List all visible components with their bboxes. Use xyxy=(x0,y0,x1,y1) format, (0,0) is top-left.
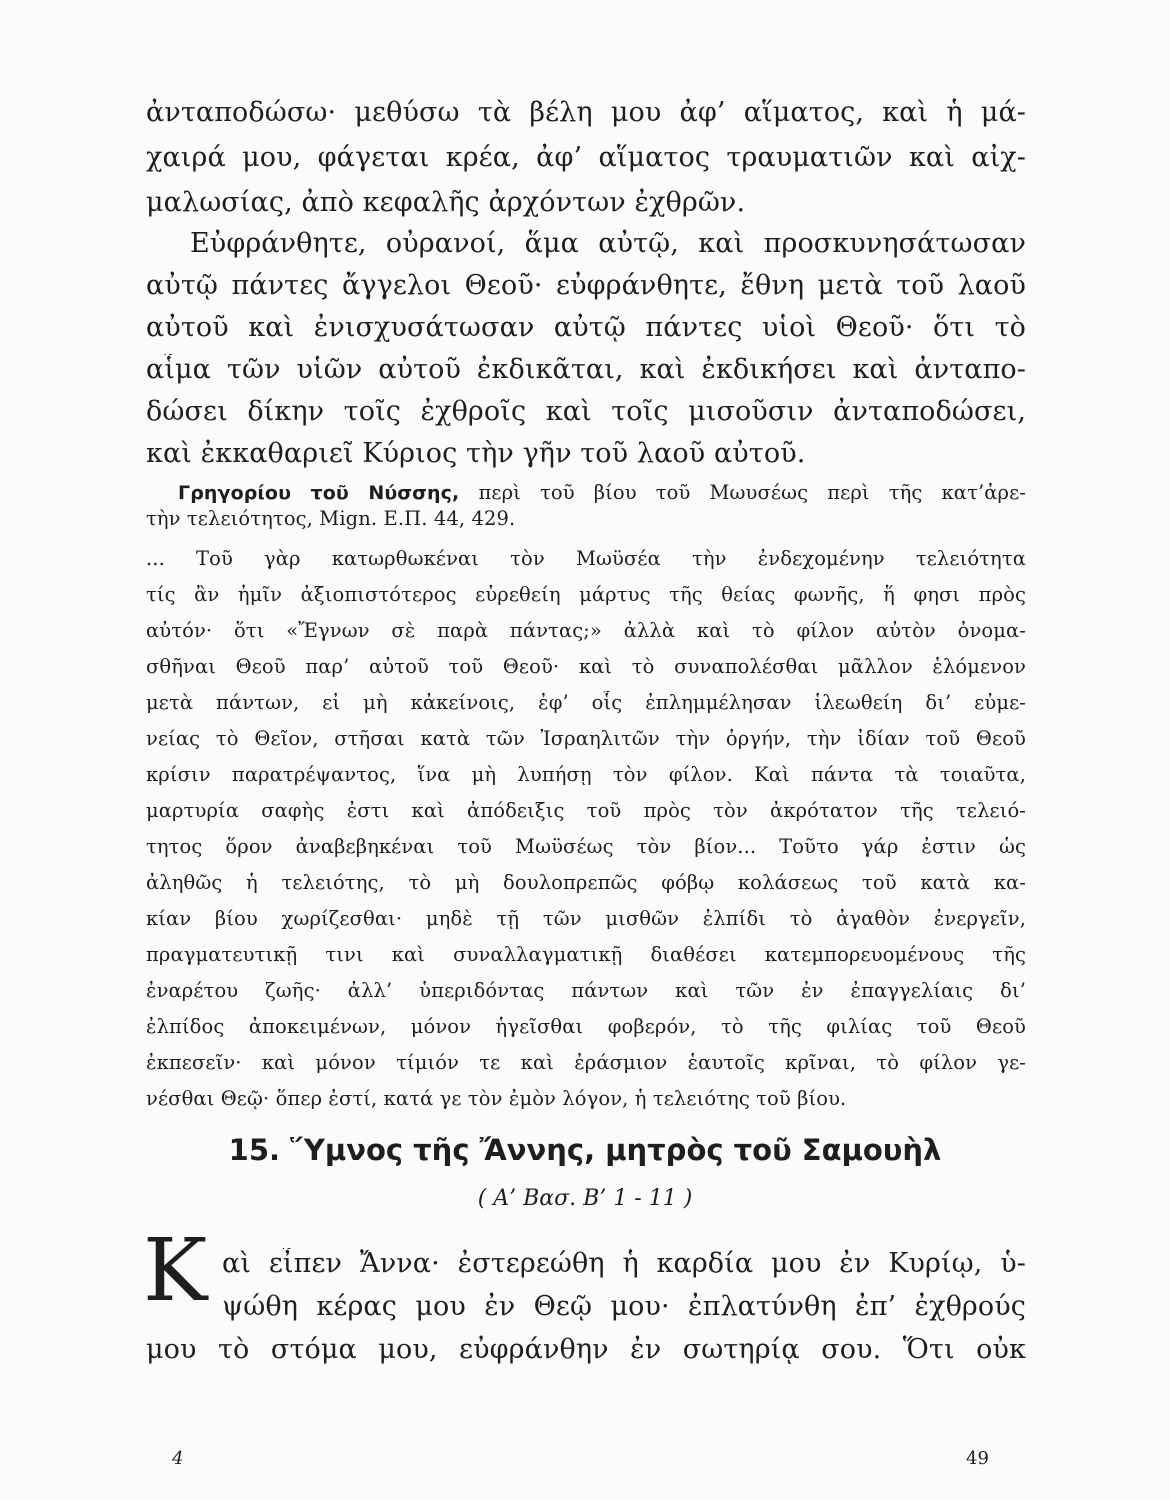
quote-line: μαρτυρία σαφὴς ἐστι καὶ ἀπόδειξις τοῦ πρὸς τὸν ἀκρότατον τῆς τελειό- xyxy=(146,799,1026,822)
drop-cap: Κ xyxy=(143,1221,208,1321)
quote-line: ἐλπίδος ἀποκειμένων, μόνον ἡγεῖσθαι φοβερόν, τὸ τῆς φιλίας τοῦ Θεοῦ xyxy=(146,1015,1026,1038)
text-line: μαλωσίας, ἀπὸ κεφαλῆς ἀρχόντων ἐχθρῶν. xyxy=(146,187,746,218)
quote-line: ἀληθῶς ἡ τελειότης, τὸ μὴ δουλοπρεπῶς φόβῳ κολάσεως τοῦ κατὰ κα- xyxy=(146,871,1026,894)
section-subheading: ( Α’ Βασ. Β’ 1 - 11 ) xyxy=(477,1186,693,1211)
text-line: καὶ ἐκκαθαριεῖ Κύριος τὴν γῆν τοῦ λαοῦ αὐτοῦ. xyxy=(146,438,806,469)
text-line: χαιρά μου, φάγεται κρέα, ἀφ’ αἵματος τραυματιῶν καὶ αἰχ- xyxy=(146,142,1026,173)
quote-line: νείας τὸ Θεῖον, στῆσαι κατὰ τῶν Ἰσραηλιτῶν τὴν ὀργήν, τὴν ἰδίαν τοῦ Θεοῦ xyxy=(146,727,1026,750)
text-line: αὐτοῦ καὶ ἐνισχυσάτωσαν αὐτῷ πάντες υἱοὶ Θεοῦ· ὅτι τὸ xyxy=(146,312,1026,343)
quote-line: σθῆναι Θεοῦ παρ’ αὐτοῦ τοῦ Θεοῦ· καὶ τὸ συναπολέσθαι μᾶλλον ἑλόμενον xyxy=(146,655,1026,678)
quote-line: μετὰ πάντων, εἰ μὴ κἀκείνοις, ἐφ’ οἷς ἐπλημμέλησαν ἱλεωθείη δι’ εὐμε- xyxy=(146,691,1026,714)
quote-line: κίαν βίου χωρίζεσθαι· μηδὲ τῇ τῶν μισθῶν ἐλπίδι τὸ ἀγαθὸν ἐνεργεῖν, xyxy=(146,907,1026,930)
signature-mark: 4 xyxy=(172,1448,184,1469)
quote-line: ... Τοῦ γὰρ κατωρθωκέναι τὸν Μωϋσέα τὴν ἐνδεχομένην τελειότητα xyxy=(146,547,1026,570)
section-heading: 15. Ὕμνος τῆς Ἄννης, μητρὸς τοῦ Σαμουὴλ xyxy=(228,1133,942,1167)
hymn-line: αὶ εἶπεν Ἄννα· ἐστερεώθη ἡ καρδία μου ἐν Κυρίῳ, ὑ- xyxy=(222,1248,1026,1279)
source-author: Γρηγορίου τοῦ Νύσσης, xyxy=(178,482,460,504)
quote-line: ἐκπεσεῖν· καὶ μόνον τίμιόν τε καὶ ἐράσμιον ἑαυτοῖς κρῖναι, τὸ φίλον γε- xyxy=(146,1051,1026,1074)
source-citation-line: τὴν τελειότητος, Mign. Ε.Π. 44, 429. xyxy=(146,507,516,530)
quote-line: πραγματευτικῇ τινι καὶ συναλλαγματικῇ διαθέσει κατεμπορευομένους τῆς xyxy=(146,943,1026,966)
page-number: 49 xyxy=(966,1448,989,1469)
hymn-line: ψώθη κέρας μου ἐν Θεῷ μου· ἐπλατύνθη ἐπ’ ἐχθρούς xyxy=(222,1291,1026,1322)
source-citation-line xyxy=(178,481,1026,504)
text-line: Εὐφράνθητε, οὐρανοί, ἅμα αὐτῷ, καὶ προσκυνησάτωσαν xyxy=(190,228,1026,259)
quote-line: αὐτόν· ὅτι «Ἔγνων σὲ παρὰ πάντας;» ἀλλὰ καὶ τὸ φίλον αὐτὸν ὀνομα- xyxy=(146,619,1026,642)
quote-line: κρίσιν παρατρέψαντος, ἵνα μὴ λυπήσῃ τὸν φίλον. Καὶ πάντα τὰ τοιαῦτα, xyxy=(146,763,1026,786)
text-line: δώσει δίκην τοῖς ἐχθροῖς καὶ τοῖς μισοῦσιν ἀνταποδώσει, xyxy=(146,396,1026,427)
quote-line: νέσθαι Θεῷ· ὅπερ ἐστί, κατά γε τὸν ἐμὸν λόγον, ἡ τελειότης τοῦ βίου. xyxy=(146,1087,847,1110)
hymn-line: μου τὸ στόμα μου, εὐφράνθην ἐν σωτηρίᾳ σου. Ὅτι οὐκ xyxy=(146,1334,1026,1365)
text-line: ἀνταποδώσω· μεθύσω τὰ βέλη μου ἀφ’ αἵματος, καὶ ἡ μά- xyxy=(146,97,1026,128)
quote-line: ἐναρέτου ζωῆς· ἀλλ’ ὑπεριδόντας πάντων καὶ τῶν ἐν ἐπαγγελίαις δι’ xyxy=(146,979,1026,1002)
text-line: αὐτῷ πάντες ἄγγελοι Θεοῦ· εὐφράνθητε, ἔθνη μετὰ τοῦ λαοῦ xyxy=(146,270,1026,301)
text-line: αἷμα τῶν υἱῶν αὐτοῦ ἐκδικᾶται, καὶ ἐκδικήσει καὶ ἀνταπο- xyxy=(146,354,1026,385)
quote-line: τητος ὅρον ἀναβεβηκέναι τοῦ Μωϋσέως τὸν βίον... Τοῦτο γάρ ἐστιν ὡς xyxy=(146,835,1026,858)
quote-line: τίς ἂν ἡμῖν ἀξιοπιστότερος εὑρεθείη μάρτυς τῆς θείας φωνῆς, ἥ φησι πρὸς xyxy=(146,583,1026,606)
source-title: περὶ τοῦ βίου τοῦ Μωυσέως περὶ τῆς κατ’ἀρε- xyxy=(478,481,1026,504)
